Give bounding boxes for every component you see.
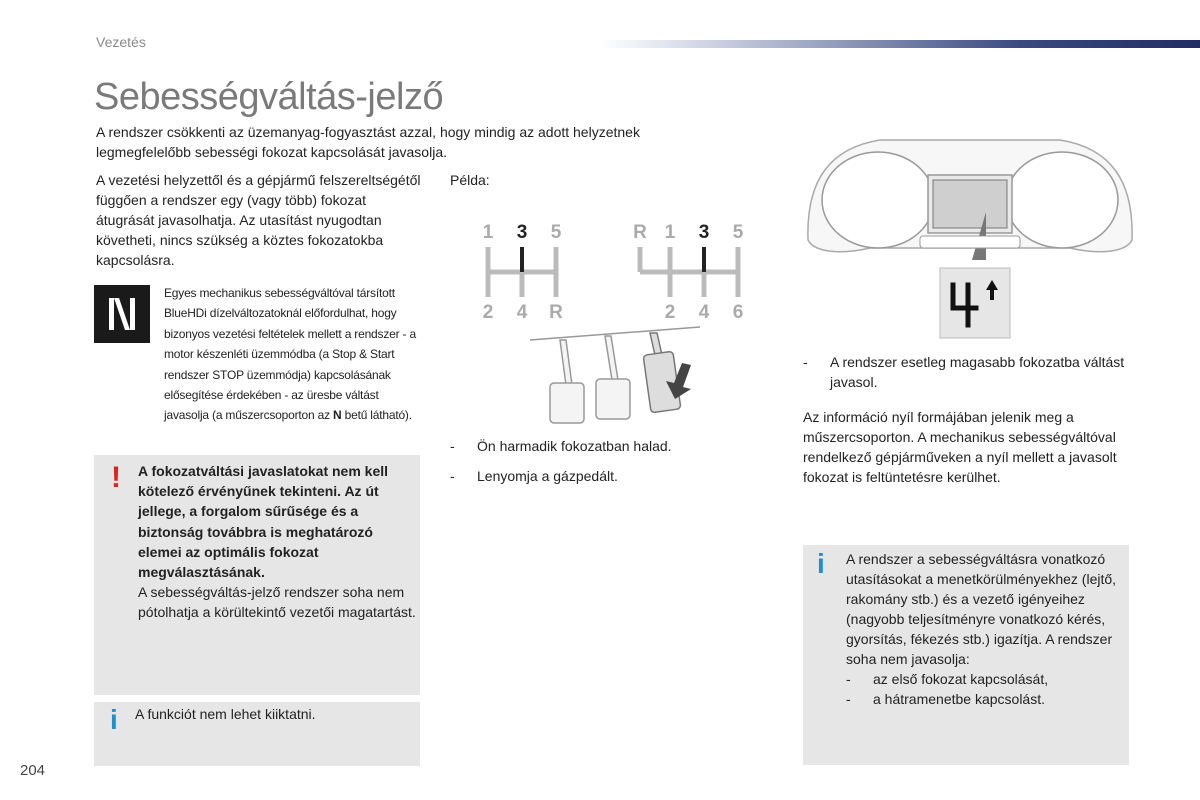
page-number: 204 <box>20 762 46 779</box>
svg-text:4: 4 <box>960 300 961 301</box>
warning-normal-text: A sebességváltás-jelző rendszer soha nem pótolhatja a körültekintő vezetői magatartást. <box>138 584 416 621</box>
neutral-letter: N <box>333 408 342 423</box>
gear-left-top-1: 1 <box>482 222 494 243</box>
instrument-cluster-illustration <box>800 130 1140 345</box>
gear-left-bottom-2: 2 <box>482 302 494 323</box>
info-text-1: A funkciót nem lehet kiiktatni. <box>135 706 316 722</box>
svg-text:↑: ↑ <box>993 295 994 296</box>
section-label: Vezetés <box>96 34 146 50</box>
gear-right-top-1: 1 <box>664 222 676 243</box>
example-bullet-1: - Ön harmadik fokozatban halad. <box>450 438 672 454</box>
example-label: Példa: <box>450 172 490 188</box>
warning-icon: ! <box>111 461 121 494</box>
col1-paragraph: A vezetési helyzettől és a gépjármű felszereltségétől függően a rendszer egy (vagy több) fokozat átugrását javasolhatja. Az utasítást nyugodtan követheti, nincs szükség a köztes fokozatokba kapcsolásra. <box>96 172 421 268</box>
gear-left-top-5: 5 <box>550 222 562 243</box>
info2-list-item: - az első fokozat kapcsolását, <box>846 671 1049 687</box>
gear-left-bottom-r: R <box>549 302 563 323</box>
gear-left-top-3: 3 <box>516 222 528 243</box>
n-letter-icon <box>94 285 150 343</box>
info-icon: i <box>110 704 118 735</box>
gear-right-top-r: R <box>633 222 647 243</box>
warning-bold-text: A fokozatváltási javaslatokat nem kell kötelező érvényűnek tekinteni. Az út jellege, a forgalom sűrűsége és a biztonság továbbra is meghatározó elemei az optimális fokozat megválasztásának. <box>138 463 389 581</box>
info-text-2: A rendszer a sebességváltásra vonatkozó utasításokat a menetkörülményekhez (lejtő, rakomány stb.) és a vezető igényeihez (nagyobb teljesítményre vonatkozó kérés, gyorsítás, fékezés stb.) igazítja. A rendszer soha nem javasolja: - az első fokozat kapcsolását, - a hátramenetbe kapcsolást. <box>846 549 1124 709</box>
gear-right-bottom-4: 4 <box>698 302 710 323</box>
warning-text <box>138 461 418 623</box>
gear-right-top-5: 5 <box>732 222 744 243</box>
gear-right-bottom-6: 6 <box>732 302 744 323</box>
info2-list-item: - a hátramenetbe kapcsolást. <box>846 691 1045 707</box>
page-title: Sebességváltás-jelző <box>94 76 444 118</box>
gear-right-top-3: 3 <box>698 222 710 243</box>
header-bar <box>600 40 1200 48</box>
cluster-bullet: - A rendszer esetleg magasabb fokozatba váltást javasol. <box>803 354 1125 390</box>
gear-left-bottom-4: 4 <box>516 302 528 323</box>
gear-right-bottom-2: 2 <box>664 302 676 323</box>
cluster-paragraph: Az információ nyíl formájában jelenik meg a műszercsoporton. A mechanikus sebességváltóval rendelkező gépjárműveken a nyíl mellett a javasolt fokozat is feltüntetésre kerülhet. <box>803 409 1117 485</box>
example-bullet-2: - Lenyomja a gázpedált. <box>450 468 618 484</box>
intro-paragraph: A rendszer csökkenti az üzemanyag-fogyasztást azzal, hogy mindig az adott helyzetnek legmegfelelőbb sebességi fokozat kapcsolását javasolja. <box>96 124 640 160</box>
info-icon-2: i <box>817 548 825 579</box>
neutral-note: Egyes mechanikus sebességváltóval társított BlueHDi dízelváltozatoknál előfordulhat, hogy bizonyos vezetési feltételek mellett a rendszer - a motor készenléti üzemmódba (a Stop & Start rendszer STOP üzemmódja) kapcsolásának elősegítése érdekében - az üresbe váltást javasolja (a műszercsoporton az N betű látható). <box>164 286 416 423</box>
gear-shift-illustration <box>470 215 770 425</box>
